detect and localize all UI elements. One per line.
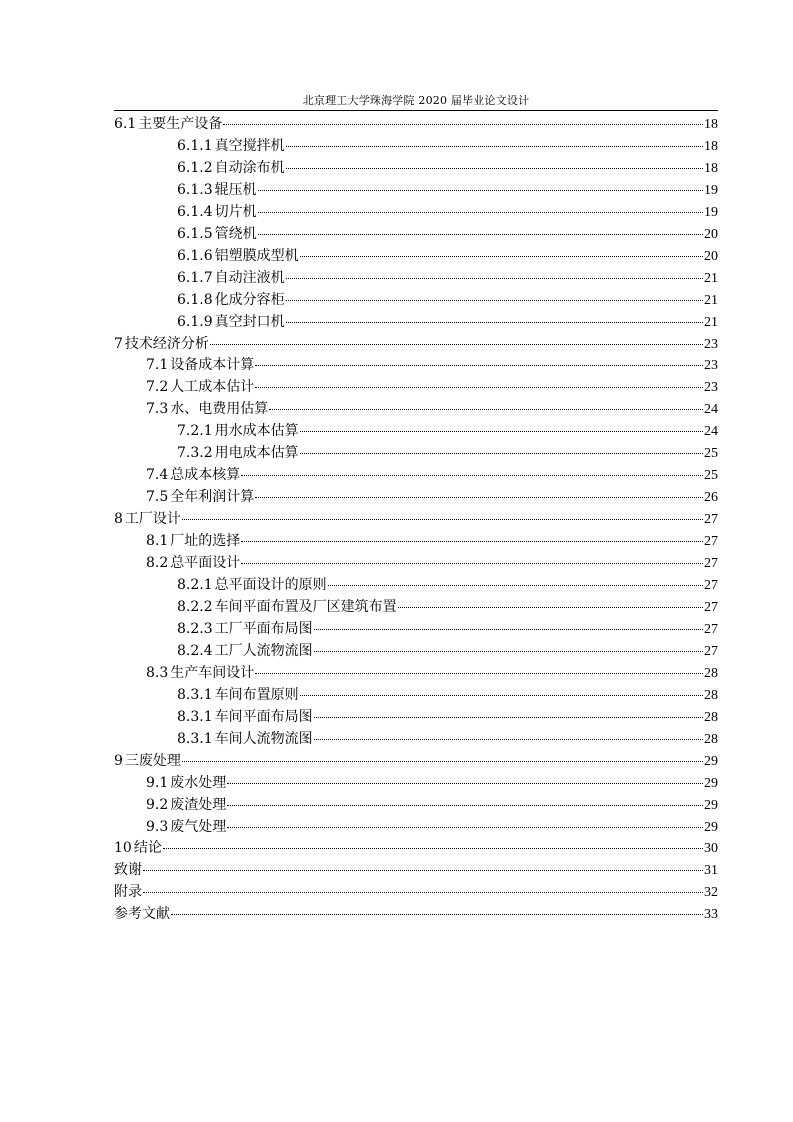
toc-entry-number: 6.1.1	[177, 137, 213, 154]
toc-entry[interactable]	[114, 509, 718, 531]
toc-entry-title: 主要生产设备	[138, 116, 223, 132]
toc-page-number: 27	[704, 621, 718, 637]
toc-entry[interactable]	[114, 421, 718, 443]
toc-dot-leader	[255, 673, 703, 674]
toc-entry-number: 7.2.1	[177, 423, 213, 440]
toc-entry-title: 切片机	[214, 203, 257, 220]
toc-dot-leader	[143, 892, 703, 893]
toc-entry-number: 9.1	[146, 774, 169, 791]
toc-page-number: 18	[704, 160, 718, 176]
toc-entry-title: 工厂人流物流图	[214, 642, 313, 659]
table-of-contents	[114, 114, 718, 926]
toc-dot-leader	[286, 146, 703, 147]
toc-dot-leader	[255, 387, 703, 388]
toc-page-number: 20	[704, 248, 718, 264]
toc-entry-number: 8.3.1	[177, 730, 213, 747]
toc-page-number: 21	[704, 314, 718, 330]
toc-entry[interactable]	[114, 838, 718, 860]
toc-dot-leader	[255, 497, 703, 498]
toc-entry-title: 自动注液机	[214, 269, 285, 286]
toc-entry-number: 8.3.1	[177, 708, 213, 725]
toc-entry-number: 8.2.3	[177, 620, 213, 637]
toc-entry-title: 真空封口机	[214, 313, 285, 330]
toc-page-number: 21	[704, 292, 718, 308]
toc-entry[interactable]	[114, 904, 718, 926]
toc-page-number: 25	[704, 468, 718, 484]
toc-page-number: 25	[704, 446, 718, 462]
toc-entry-title: 设备成本计算	[170, 357, 255, 374]
toc-page-number: 27	[704, 578, 718, 594]
toc-page-number: 19	[704, 182, 718, 198]
toc-entry[interactable]	[114, 180, 718, 202]
toc-entry-number: 6.1.7	[177, 269, 213, 286]
toc-entry-number: 8.2.1	[177, 577, 213, 594]
toc-entry[interactable]	[114, 553, 718, 575]
toc-page-number: 28	[704, 731, 718, 747]
toc-entry[interactable]	[114, 465, 718, 487]
toc-entry-title: 总平面设计的原则	[214, 577, 327, 594]
toc-page-number: 21	[704, 270, 718, 286]
toc-entry[interactable]	[114, 158, 718, 180]
toc-entry[interactable]	[114, 443, 718, 465]
toc-page-number: 29	[704, 775, 718, 791]
toc-entry-title: 辊压机	[214, 181, 257, 198]
toc-entry[interactable]	[114, 399, 718, 421]
toc-dot-leader	[258, 212, 703, 213]
toc-entry[interactable]	[114, 487, 718, 509]
toc-page-number: 18	[704, 138, 718, 154]
toc-page-number: 29	[704, 797, 718, 813]
toc-page-number: 27	[704, 556, 718, 572]
toc-entry-title: 废渣处理	[170, 796, 227, 813]
toc-entry[interactable]	[114, 531, 718, 553]
toc-entry[interactable]	[114, 377, 718, 399]
toc-entry-number: 8.1	[146, 533, 169, 550]
toc-dot-leader	[314, 739, 703, 740]
toc-entry-number: 9	[114, 752, 123, 769]
toc-entry-number: 6.1.5	[177, 225, 213, 242]
toc-entry[interactable]	[114, 729, 718, 751]
toc-entry[interactable]	[114, 575, 718, 597]
toc-dot-leader	[300, 453, 703, 454]
toc-entry-title: 结论	[133, 840, 162, 857]
toc-entry-title: 用电成本估算	[214, 445, 299, 462]
toc-entry-title: 三废处理	[124, 752, 181, 769]
toc-entry[interactable]	[114, 641, 718, 663]
toc-page-number: 30	[704, 841, 718, 857]
toc-page-number: 18	[704, 117, 718, 132]
toc-dot-leader	[328, 585, 703, 586]
toc-entry-number: 8	[114, 511, 123, 528]
toc-entry-number: 10	[114, 840, 132, 857]
toc-entry-title: 全年利润计算	[170, 489, 255, 506]
toc-entry-title: 参考文献	[114, 906, 170, 923]
page-header: 北京理工大学珠海学院 2020 届毕业论文设计	[302, 94, 530, 107]
toc-dot-leader	[314, 717, 703, 718]
toc-entry[interactable]	[114, 334, 718, 356]
toc-page-number: 33	[704, 907, 718, 923]
toc-dot-leader	[227, 827, 703, 828]
toc-dot-leader	[241, 541, 703, 542]
toc-dot-leader	[255, 365, 703, 366]
toc-dot-leader	[258, 190, 703, 191]
toc-dot-leader	[286, 278, 703, 279]
toc-entry-title: 自动涂布机	[214, 159, 285, 176]
toc-page-number: 26	[704, 490, 718, 506]
toc-entry-number: 8.2	[146, 555, 169, 572]
toc-dot-leader	[182, 519, 703, 520]
toc-entry[interactable]	[114, 860, 718, 882]
toc-entry[interactable]	[114, 817, 718, 839]
toc-entry[interactable]	[114, 246, 718, 268]
toc-entry[interactable]	[114, 751, 718, 773]
toc-entry-number: 7.4	[146, 467, 169, 484]
toc-dot-leader	[182, 761, 703, 762]
toc-entry-number: 6.1.9	[177, 313, 213, 330]
toc-entry-number: 7.1	[146, 357, 169, 374]
toc-entry-number: 6.1	[114, 116, 137, 132]
toc-page-number: 28	[704, 665, 718, 681]
toc-entry-title: 废水处理	[170, 774, 227, 791]
toc-entry[interactable]	[114, 619, 718, 641]
toc-entry-number: 6.1.6	[177, 247, 213, 264]
toc-entry-number: 6.1.2	[177, 159, 213, 176]
toc-dot-leader	[223, 124, 703, 125]
toc-entry[interactable]	[114, 290, 718, 312]
toc-entry-number: 7.3	[146, 401, 169, 418]
toc-entry-title: 工厂设计	[124, 511, 181, 528]
toc-entry[interactable]	[114, 597, 718, 619]
toc-entry-number: 8.3.1	[177, 686, 213, 703]
toc-dot-leader	[171, 914, 703, 915]
toc-entry-number: 7.3.2	[177, 445, 213, 462]
toc-entry-title: 工厂平面布局图	[214, 620, 313, 637]
toc-dot-leader	[314, 629, 703, 630]
toc-entry-number: 8.2.4	[177, 642, 213, 659]
toc-entry[interactable]	[114, 882, 718, 904]
toc-page-number: 23	[704, 336, 718, 352]
toc-entry-number: 9.3	[146, 818, 169, 835]
toc-dot-leader	[163, 848, 703, 849]
toc-dot-leader	[241, 563, 703, 564]
toc-page-number: 28	[704, 687, 718, 703]
toc-entry-title: 车间平面布局图	[214, 708, 313, 725]
toc-entry-title: 厂址的选择	[170, 533, 241, 550]
toc-dot-leader	[398, 607, 703, 608]
toc-dot-leader	[286, 322, 703, 323]
toc-page-number: 27	[704, 512, 718, 528]
toc-dot-leader	[227, 805, 703, 806]
toc-dot-leader	[300, 431, 703, 432]
toc-entry-title: 化成分容柜	[214, 291, 285, 308]
toc-entry-title: 水、电费用估算	[170, 401, 269, 418]
toc-entry[interactable]	[114, 663, 718, 685]
toc-entry[interactable]	[114, 114, 718, 136]
toc-entry-title: 附录	[114, 884, 142, 901]
toc-entry-title: 废气处理	[170, 818, 227, 835]
toc-entry[interactable]	[114, 224, 718, 246]
toc-entry[interactable]	[114, 707, 718, 729]
toc-entry-number: 6.1.4	[177, 203, 213, 220]
toc-entry-title: 真空搅拌机	[214, 137, 285, 154]
toc-page-number: 24	[704, 424, 718, 440]
toc-entry-title: 管绕机	[214, 225, 257, 242]
toc-entry[interactable]	[114, 355, 718, 377]
toc-entry-number: 8.2.2	[177, 598, 213, 615]
toc-entry-title: 车间人流物流图	[214, 730, 313, 747]
toc-page-number: 23	[704, 380, 718, 396]
toc-page-number: 29	[704, 819, 718, 835]
toc-dot-leader	[286, 168, 703, 169]
toc-entry-title: 致谢	[114, 862, 142, 879]
header-rule	[114, 110, 718, 111]
toc-dot-leader	[300, 695, 703, 696]
toc-dot-leader	[258, 234, 703, 235]
toc-entry[interactable]	[114, 202, 718, 224]
toc-entry-number: 7.5	[146, 489, 169, 506]
toc-page-number: 32	[704, 885, 718, 901]
toc-page-number: 29	[704, 753, 718, 769]
toc-page-number: 19	[704, 204, 718, 220]
toc-entry-number: 7.2	[146, 379, 169, 396]
toc-entry-number: 6.1.8	[177, 291, 213, 308]
toc-dot-leader	[269, 409, 703, 410]
toc-page-number: 20	[704, 226, 718, 242]
toc-entry-title: 生产车间设计	[170, 664, 255, 681]
toc-page-number: 27	[704, 643, 718, 659]
toc-page-number: 31	[704, 863, 718, 879]
toc-entry[interactable]	[114, 268, 718, 290]
toc-entry-title: 技术经济分析	[124, 335, 209, 352]
toc-entry[interactable]	[114, 136, 718, 158]
toc-dot-leader	[314, 651, 703, 652]
toc-entry-title: 总成本核算	[170, 467, 241, 484]
toc-page-number: 28	[704, 709, 718, 725]
toc-page-number: 24	[704, 402, 718, 418]
toc-entry[interactable]	[114, 773, 718, 795]
toc-entry[interactable]	[114, 312, 718, 334]
toc-entry-title: 车间平面布置及厂区建筑布置	[214, 598, 397, 615]
toc-dot-leader	[210, 344, 703, 345]
toc-entry[interactable]	[114, 685, 718, 707]
toc-dot-leader	[227, 783, 703, 784]
toc-entry-number: 6.1.3	[177, 181, 213, 198]
toc-entry-title: 铝塑膜成型机	[214, 247, 299, 264]
toc-dot-leader	[143, 870, 703, 871]
toc-entry-title: 人工成本估计	[170, 379, 255, 396]
toc-dot-leader	[286, 300, 703, 301]
toc-entry-number: 8.3	[146, 664, 169, 681]
toc-dot-leader	[300, 256, 703, 257]
toc-page-number: 23	[704, 358, 718, 374]
toc-page-number: 27	[704, 534, 718, 550]
toc-entry-title: 总平面设计	[170, 555, 241, 572]
toc-dot-leader	[241, 475, 703, 476]
toc-entry[interactable]	[114, 795, 718, 817]
toc-entry-number: 9.2	[146, 796, 169, 813]
toc-entry-title: 车间布置原则	[214, 686, 299, 703]
toc-entry-title: 用水成本估算	[214, 423, 299, 440]
toc-page-number: 27	[704, 599, 718, 615]
toc-entry-number: 7	[114, 335, 123, 352]
